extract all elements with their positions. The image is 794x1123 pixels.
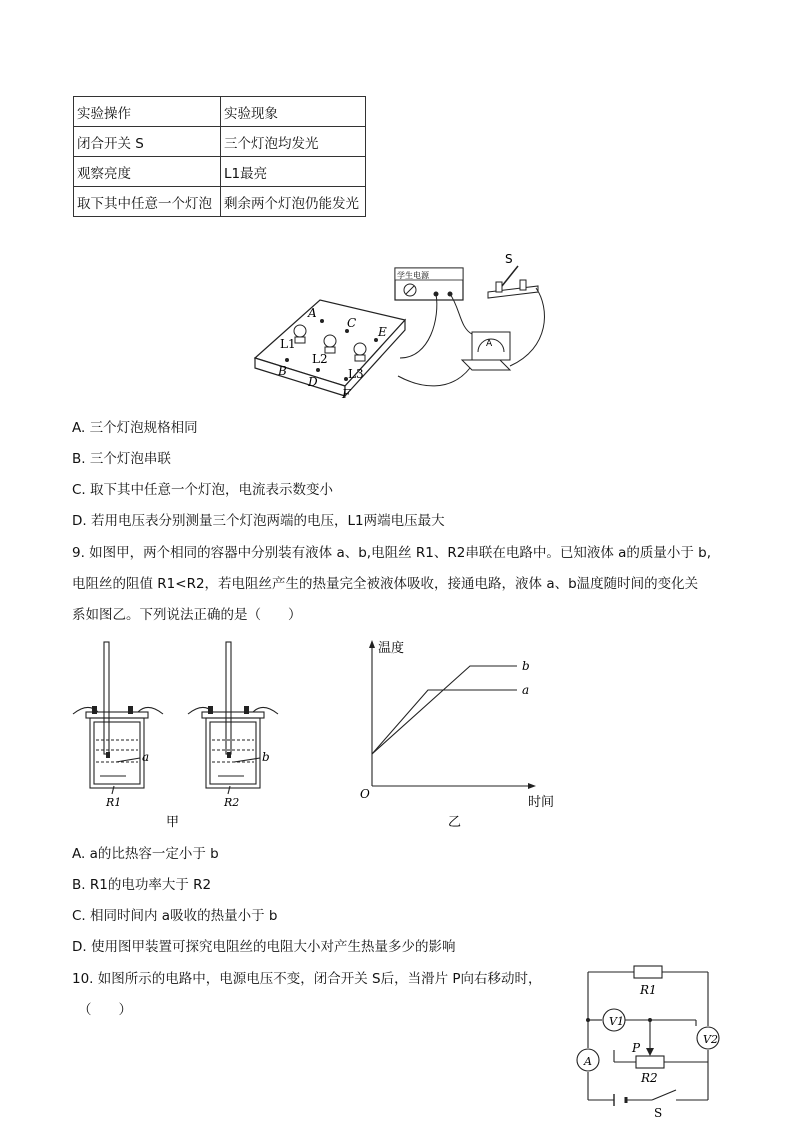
- figure-yi-graph: [352, 634, 572, 830]
- switch-label: S: [505, 252, 513, 266]
- ammeter-label: A: [584, 1055, 592, 1068]
- q9-stem-line1: 9. 如图甲，两个相同的容器中分别装有液体 a、b,电阻丝 R1、R2串联在电路中。已知液体 a的质量小于 b,: [72, 545, 712, 561]
- q10-stem-line2: （ ）: [78, 1002, 132, 1018]
- slider-label: P: [632, 1041, 641, 1055]
- label-a: a: [142, 750, 150, 764]
- q9-option-b: B. R1的电功率大于 R2: [72, 877, 212, 893]
- point-label: E: [378, 325, 387, 339]
- label-r1: R1: [106, 796, 122, 809]
- caption-jia: 甲: [166, 815, 180, 830]
- bulb-label: L1: [280, 337, 296, 351]
- line-a: [372, 690, 517, 754]
- q10-circuit-diagram: [572, 960, 732, 1120]
- point-label: C: [347, 316, 357, 330]
- q8-option-b: B. 三个灯泡串联: [72, 451, 171, 467]
- r2-label: R2: [641, 1071, 658, 1085]
- label-r2: R2: [224, 796, 240, 809]
- q8-option-d: D. 若用电压表分别测量三个灯泡两端的电压，L1两端电压最大: [72, 513, 445, 529]
- q9-option-a: A. a的比热容一定小于 b: [72, 846, 219, 862]
- point-label: B: [278, 364, 287, 378]
- bulb-label: L2: [312, 352, 328, 366]
- table-row: [74, 157, 366, 187]
- table-cell: 观察亮度: [74, 157, 221, 187]
- y-axis-label: 温度: [378, 641, 405, 656]
- experiment-table: [73, 96, 366, 217]
- origin-label: O: [360, 787, 370, 801]
- table-cell: 闭合开关 S: [74, 127, 221, 157]
- caption-yi: 乙: [448, 815, 462, 830]
- table-row: [74, 127, 366, 157]
- q8-option-a: A. 三个灯泡规格相同: [72, 420, 198, 436]
- r1-label: R1: [640, 983, 657, 997]
- line-b: [372, 666, 517, 754]
- q9-stem-line2: 电阻丝的阻值 R1<R2，若电阻丝产生的热量完全被液体吸收，接通电路，液体 a、b温度随时间的变化关: [72, 576, 699, 592]
- table-row: [74, 187, 366, 217]
- table-header-cell: 实验操作: [74, 97, 221, 127]
- table-cell: L1最亮: [221, 157, 366, 187]
- point-label: A: [308, 306, 317, 320]
- q9-option-c: C. 相同时间内 a吸收的热量小于 b: [72, 908, 278, 924]
- q9-stem-line3: 系如图乙。下列说法正确的是（ ）: [72, 607, 302, 623]
- point-label: F: [342, 387, 351, 401]
- circuit-board-figure: [250, 248, 550, 406]
- power-supply-label: 学生电源: [397, 271, 429, 280]
- switch-label: S: [654, 1106, 663, 1120]
- q8-option-c: C. 取下其中任意一个灯泡，电流表示数变小: [72, 482, 334, 498]
- ammeter-label: A: [486, 339, 493, 349]
- table-header-cell: 实验现象: [221, 97, 366, 127]
- table-row: [74, 97, 366, 127]
- table-cell: 三个灯泡均发光: [221, 127, 366, 157]
- line-a-label: a: [522, 683, 530, 697]
- figure-jia: [68, 640, 288, 830]
- q10-stem-line1: 10. 如图所示的电路中，电源电压不变，闭合开关 S后，当滑片 P向右移动时，: [72, 971, 542, 987]
- x-axis-label: 时间: [528, 795, 555, 810]
- label-b: b: [262, 750, 270, 764]
- line-b-label: b: [522, 659, 530, 673]
- point-label: D: [308, 375, 318, 389]
- table-cell: 剩余两个灯泡仍能发光: [221, 187, 366, 217]
- voltmeter-v2-label: V2: [703, 1033, 718, 1046]
- q9-option-d: D. 使用图甲装置可探究电阻丝的电阻大小对产生热量多少的影响: [72, 939, 456, 955]
- voltmeter-v1-label: V1: [609, 1015, 624, 1028]
- table-cell: 取下其中任意一个灯泡: [74, 187, 221, 217]
- bulb-label: L3: [348, 367, 364, 381]
